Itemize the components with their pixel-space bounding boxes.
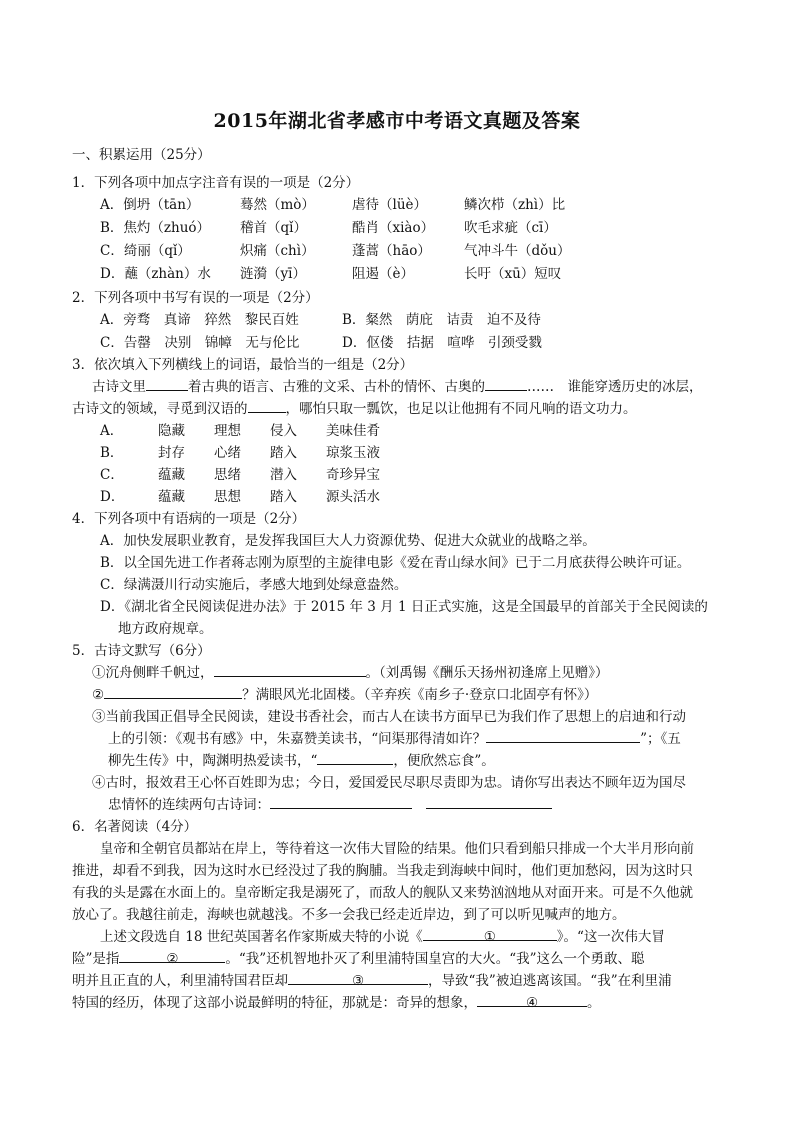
question-5-item-1 [92,662,609,684]
q3-text: ，哪怕只取一瓢饮，也足以让他拥有不同凡响的语文功力。 [285,401,637,417]
question-2-stem: 2．下列各项中书写有误的一项是（2分） [72,290,319,306]
q3-option-letter: C． [100,467,124,483]
q3-word: 踏入 [270,445,297,461]
answer-blank[interactable] [214,662,366,677]
question-3-option-c [100,464,380,486]
q3-word: 美味佳肴 [326,423,380,439]
question-5-item-3-cont [108,728,681,750]
question-6-line-2 [72,948,645,970]
passage-line: 有我的头是露在水面上的。皇帝断定我是溺死了，而敌人的舰队又来势汹汹地从对面开来。可是不久他就 [72,885,693,901]
q1-word: 阻遏（è） [352,266,414,282]
q6-text: 明并且正直的人，利里浦特国君臣却 [72,973,288,989]
q2-option: B．粲然 荫庇 诘责 迫不及待 [342,312,541,328]
question-5-item-2 [92,684,597,706]
q1-word: 长吁（xū）短叹 [464,266,562,282]
question-5-stem: 5．古诗文默写（6分） [72,643,211,659]
passage-line: 皇帝和全朝官员都站在岸上，等待着这一次伟大冒险的结果。他们只看到船只排成一个大半月形向前 [100,841,694,857]
section-heading: 一、积累运用（25分） [72,147,211,163]
q3-word: 潜入 [270,467,297,483]
q1-word: 蓦然（mò） [240,197,315,213]
q5-text: 上的引领：《观书有感》中，朱嘉赞美读书，“问渠那得清如许？ [108,731,487,747]
question-6-line-4 [72,992,601,1014]
question-2-row-1 [100,309,541,331]
q6-text: 。 [587,995,601,1011]
q1-word: 气冲斗牛（dǒu） [464,243,571,259]
question-1-stem: 1．下列各项中加点字注音有误的一项是（2分） [72,175,360,191]
question-3-stem: 3．依次填入下列横线上的词语，最恰当的一组是（2分） [72,357,414,373]
q1-option: C．绮丽（qǐ） [100,243,191,259]
q1-word: 炽痛（chì） [240,243,315,259]
question-4-stem: 4．下列各项中有语病的一项是（2分） [72,511,306,527]
question-3-passage-line-1 [92,376,703,398]
q5-text: ，便欣然忘食”。 [393,753,495,769]
q1-word: 稽首（qǐ） [240,220,307,236]
q3-text: 古诗文里 [92,379,146,395]
q3-word: 奇珍异宝 [326,467,380,483]
question-4-option-a: A．加快发展职业教育，是发挥我国巨大人力资源优势、促进大众就业的战略之举。 [100,533,596,549]
question-6-stem: 6．名著阅读（4分） [72,819,198,835]
passage-line: 放心了。我越往前走，海峡也就越浅。不多一会我已经走近岸边，到了可以听见喊声的地方。 [72,907,626,923]
answer-blank-4[interactable]: ④ [477,992,587,1007]
q3-word: 封存 [158,445,185,461]
q1-word: 酷肖（xiào） [352,220,435,236]
q6-text: 特国的经历，体现了这部小说最鲜明的特征，那就是：奇异的想象， [72,995,477,1011]
answer-blank[interactable] [270,794,412,809]
question-6-line-3 [72,970,672,992]
question-2-row-2 [100,332,542,354]
question-3-option-b [100,442,380,464]
q1-word: 吹毛求疵（cī） [464,220,557,236]
question-4-option-d-cont: 地方政府规章。 [118,621,213,637]
answer-blank[interactable] [104,684,242,699]
q3-word: 侵入 [270,423,297,439]
q1-option: A．倒坍（tān） [100,197,200,213]
q3-option-letter: D． [100,489,125,505]
q6-text: 》。“这一次伟大冒 [556,929,665,945]
question-4-option-d: D．《湖北省全民阅读促进办法》于 2015 年 3 月 1 日正式实施，这是全国最早的首部关于全民阅读的 [100,599,708,615]
question-4-option-c: C．绿满滠川行动实施后，孝感大地到处绿意盎然。 [100,577,408,593]
q3-word: 踏入 [270,489,297,505]
question-5-item-4-cont [108,794,552,816]
q6-text: 险”是指 [72,951,120,967]
q1-option: B．焦灼（zhuó） [100,220,211,236]
q2-option: D．伛偻 拮据 喧哗 引颈受戮 [342,335,542,351]
q3-text: …… 谁能穿透历史的冰层， [527,379,703,395]
q6-text: ，导致“我”被迫逃离该国。“我”在利里浦 [428,973,672,989]
q1-word: 蓬蒿（hāo） [352,243,431,259]
answer-blank-2[interactable]: ② [119,948,225,963]
q3-word: 蕴藏 [158,467,185,483]
q6-text: 。“我”还机智地扑灭了利里浦特国皇宫的大火。“我”这么一个勇敢、聪 [225,951,645,967]
answer-blank[interactable] [486,728,640,743]
passage-line: 推进，却看不到我，因为这时水已经没过了我的胸脯。当我走到海峡中间时，他们更加愁闷，因为这时只 [72,863,693,879]
q1-word: 涟漪（yī） [240,266,306,282]
q3-word: 思绪 [214,467,241,483]
q1-word: 虐待（lüè） [352,197,428,213]
q3-text: 着古典的语言、古雅的文采、古朴的情怀、古奥的 [188,379,485,395]
question-3-option-a [100,420,380,442]
question-3-passage-line-2 [72,398,637,420]
q3-word: 思想 [214,489,241,505]
q5-text: ”；《五 [640,731,681,747]
question-5-item-3: ③当前我国正倡导全民阅读，建设书香社会，而古人在读书方面早已为我们作了思想上的启迪和行动 [92,709,686,725]
question-5-item-3-cont-2 [108,750,495,772]
q3-option-letter: B． [100,445,124,461]
question-1-row-c [100,240,570,262]
fill-blank[interactable] [248,398,286,413]
q3-word: 心绪 [214,445,241,461]
q3-option-letter: A． [100,423,124,439]
question-6-line-1 [100,926,665,948]
q3-text: 古诗文的领域，寻觅到汉语的 [72,401,248,417]
fill-blank[interactable] [485,376,527,391]
answer-blank-1[interactable]: ① [423,926,557,941]
q3-word: 源头活水 [326,489,380,505]
page-title: 2015年湖北省孝感市中考语文真题及答案 [213,110,581,132]
question-1-row-d [100,263,561,285]
answer-blank[interactable] [426,794,552,809]
fill-blank[interactable] [146,376,188,391]
q5-text: ② [92,687,105,703]
question-5-item-4: ④古时，报效君王心怀百姓即为忠；今日，爱国爱民尽职尽责即为忠。请你写出表达不顾年迈为国尽 [92,775,686,791]
q3-word: 蕴藏 [158,489,185,505]
answer-blank-3[interactable]: ③ [288,970,428,985]
q6-text: 上述文段选自 18 世纪英国著名作家斯威夫特的小说《 [100,929,423,945]
q3-word: 琼浆玉液 [326,445,380,461]
q3-word: 隐藏 [158,423,185,439]
question-3-option-d [100,486,380,508]
q5-text: ①沉舟侧畔千帆过， [92,665,214,681]
q2-option: C．告罄 决别 锦幛 无与伦比 [100,335,300,351]
answer-blank[interactable] [317,750,393,765]
q5-text: 。（刘禹锡《酬乐天扬州初逢席上见赠》） [365,665,609,681]
q2-option: A．旁骛 真谛 猝然 黎民百姓 [100,312,299,328]
question-1-row-a [100,194,565,216]
q1-word: 鳞次栉（zhì）比 [464,197,566,213]
question-1-row-b [100,217,557,239]
q5-text: 柳先生传》中，陶渊明热爱读书，“ [108,753,318,769]
q5-text: ？满眼风光北固楼。（辛弃疾《南乡子·登京口北固亭有怀》） [242,687,598,703]
q5-text: 忠情怀的连续两句古诗词： [108,797,270,813]
q1-option: D．蘸（zhàn）水 [100,266,211,282]
q3-word: 理想 [214,423,241,439]
question-4-option-b: B．以全国先进工作者蒋志刚为原型的主旋律电影《爱在青山绿水间》已于二月底获得公映许可证。 [100,555,691,571]
